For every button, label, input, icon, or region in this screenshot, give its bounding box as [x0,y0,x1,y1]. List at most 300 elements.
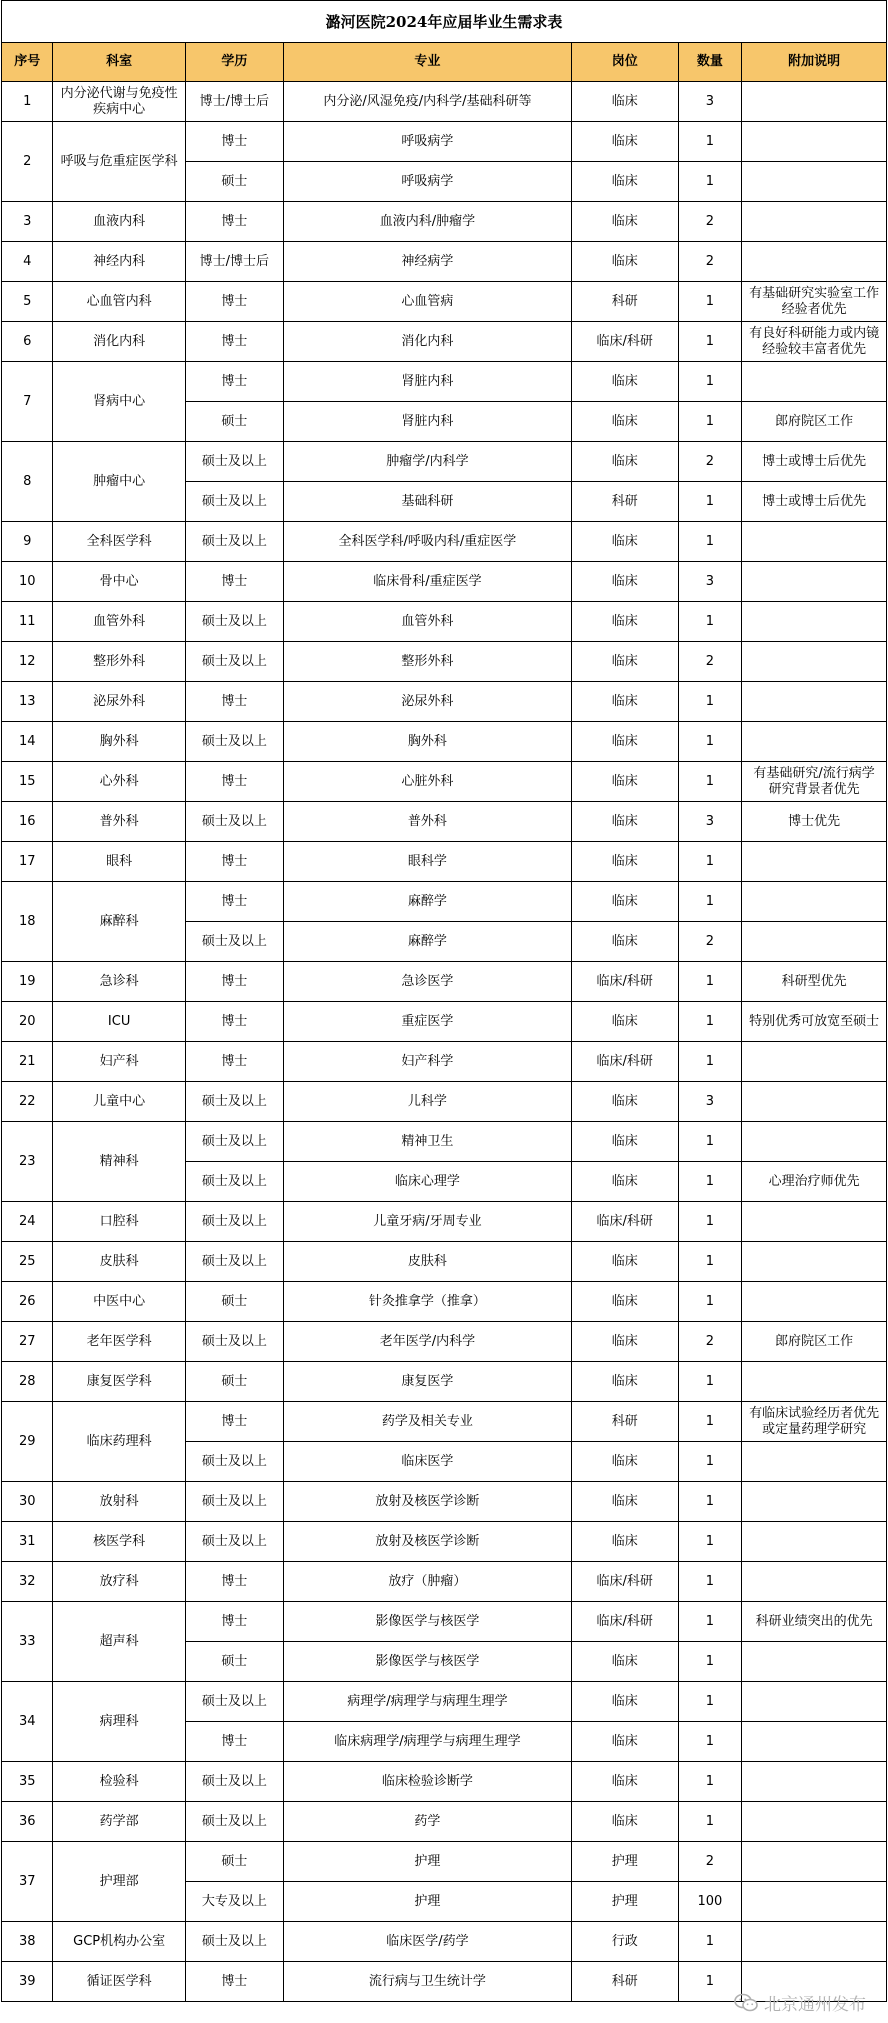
cell-major: 护理 [283,1882,571,1922]
cell-post: 临床/科研 [571,322,678,362]
cell-quantity: 1 [678,1042,742,1082]
cell-note [742,1122,887,1162]
cell-no: 19 [2,962,53,1002]
cell-department: GCP机构办公室 [53,1922,185,1962]
cell-education: 硕士及以上 [185,1442,283,1482]
cell-education: 硕士及以上 [185,1762,283,1802]
cell-quantity: 3 [678,802,742,842]
cell-post: 临床 [571,522,678,562]
cell-post: 临床 [571,242,678,282]
cell-post: 临床 [571,122,678,162]
cell-education: 博士 [185,202,283,242]
cell-department: 整形外科 [53,642,185,682]
cell-post: 临床 [571,1442,678,1482]
cell-department: 妇产科 [53,1042,185,1082]
table-row [2,722,887,762]
cell-education: 硕士及以上 [185,1482,283,1522]
cell-department: 护理部 [53,1842,185,1922]
cell-department: 康复医学科 [53,1362,185,1402]
cell-no: 3 [2,202,53,242]
cell-major: 呼吸病学 [283,162,571,202]
cell-no: 12 [2,642,53,682]
cell-quantity: 1 [678,1202,742,1242]
cell-major: 内分泌/风湿免疫/内科学/基础科研等 [283,82,571,122]
cell-no: 23 [2,1122,53,1202]
cell-major: 急诊医学 [283,962,571,1002]
cell-note: 有临床试验经历者优先或定量药理学研究 [742,1402,887,1442]
cell-no: 22 [2,1082,53,1122]
cell-education: 硕士及以上 [185,1682,283,1722]
cell-post: 临床 [571,1322,678,1362]
cell-no: 15 [2,762,53,802]
cell-quantity: 1 [678,1522,742,1562]
cell-department: 麻醉科 [53,882,185,962]
cell-education: 硕士及以上 [185,1922,283,1962]
cell-no: 7 [2,362,53,442]
cell-no: 32 [2,1562,53,1602]
cell-note [742,242,887,282]
cell-no: 29 [2,1402,53,1482]
cell-education: 硕士及以上 [185,722,283,762]
cell-no: 38 [2,1922,53,1962]
cell-education: 博士 [185,682,283,722]
cell-no: 35 [2,1762,53,1802]
cell-no: 6 [2,322,53,362]
table-row [2,1002,887,1042]
cell-major: 肿瘤学/内科学 [283,442,571,482]
table-row [2,1562,887,1602]
table-title-row [2,1,887,43]
table-row [2,1402,887,1442]
cell-major: 影像医学与核医学 [283,1602,571,1642]
cell-note [742,122,887,162]
cell-quantity: 1 [678,362,742,402]
cell-no: 21 [2,1042,53,1082]
table-row [2,1682,887,1722]
cell-major: 麻醉学 [283,882,571,922]
cell-quantity: 1 [678,1002,742,1042]
cell-quantity: 2 [678,202,742,242]
watermark [734,1990,866,2015]
cell-department: 精神科 [53,1122,185,1202]
cell-post: 科研 [571,282,678,322]
cell-post: 护理 [571,1882,678,1922]
cell-no: 18 [2,882,53,962]
table-row [2,602,887,642]
cell-no: 9 [2,522,53,562]
cell-quantity: 100 [678,1882,742,1922]
cell-department: 老年医学科 [53,1322,185,1362]
cell-department: 肾病中心 [53,362,185,442]
cell-major: 全科医学科/呼吸内科/重症医学 [283,522,571,562]
cell-department: 心血管内科 [53,282,185,322]
cell-no: 33 [2,1602,53,1682]
cell-quantity: 3 [678,1082,742,1122]
cell-post: 临床 [571,1802,678,1842]
cell-major: 麻醉学 [283,922,571,962]
cell-no: 5 [2,282,53,322]
cell-education: 硕士及以上 [185,1242,283,1282]
cell-post: 临床 [571,1282,678,1322]
cell-no: 34 [2,1682,53,1762]
cell-post: 科研 [571,482,678,522]
cell-department: 骨中心 [53,562,185,602]
cell-major: 血液内科/肿瘤学 [283,202,571,242]
table-row [2,962,887,1002]
table-row [2,562,887,602]
cell-education: 大专及以上 [185,1882,283,1922]
cell-note [742,202,887,242]
cell-major: 临床医学/药学 [283,1922,571,1962]
cell-post: 临床 [571,162,678,202]
cell-quantity: 1 [678,482,742,522]
cell-major: 临床骨科/重症医学 [283,562,571,602]
cell-education: 硕士及以上 [185,642,283,682]
cell-note [742,722,887,762]
cell-post: 临床 [571,1642,678,1682]
cell-note [742,882,887,922]
cell-education: 博士 [185,322,283,362]
cell-no: 20 [2,1002,53,1042]
cell-post: 临床 [571,1722,678,1762]
header-major: 专业 [283,43,571,82]
table-row [2,842,887,882]
cell-quantity: 1 [678,1562,742,1602]
cell-major: 放射及核医学诊断 [283,1522,571,1562]
cell-major: 心血管病 [283,282,571,322]
table-row [2,1122,887,1162]
cell-note: 博士或博士后优先 [742,442,887,482]
table-row [2,522,887,562]
cell-education: 博士 [185,1002,283,1042]
table-row [2,1202,887,1242]
table-row [2,362,887,402]
cell-post: 临床 [571,842,678,882]
requirements-table [1,0,887,2002]
cell-education: 硕士及以上 [185,1322,283,1362]
cell-post: 临床/科研 [571,1602,678,1642]
cell-post: 临床 [571,602,678,642]
cell-education: 硕士及以上 [185,1802,283,1842]
cell-post: 临床 [571,1242,678,1282]
cell-education: 硕士 [185,162,283,202]
cell-department: 泌尿外科 [53,682,185,722]
cell-major: 皮肤科 [283,1242,571,1282]
cell-quantity: 2 [678,1842,742,1882]
cell-post: 科研 [571,1962,678,2002]
cell-no: 2 [2,122,53,202]
cell-post: 临床 [571,682,678,722]
cell-quantity: 1 [678,282,742,322]
header-quantity: 数量 [678,43,742,82]
cell-major: 呼吸病学 [283,122,571,162]
cell-quantity: 1 [678,882,742,922]
cell-quantity: 2 [678,242,742,282]
cell-no: 39 [2,1962,53,2002]
cell-quantity: 2 [678,922,742,962]
cell-education: 硕士及以上 [185,602,283,642]
cell-education: 硕士及以上 [185,442,283,482]
table-row [2,682,887,722]
cell-post: 临床/科研 [571,1042,678,1082]
cell-major: 流行病与卫生统计学 [283,1962,571,2002]
cell-major: 临床医学 [283,1442,571,1482]
cell-note [742,522,887,562]
cell-department: 呼吸与危重症医学科 [53,122,185,202]
cell-note [742,1802,887,1842]
cell-major: 儿科学 [283,1082,571,1122]
cell-post: 临床 [571,1762,678,1802]
cell-post: 行政 [571,1922,678,1962]
table-row [2,802,887,842]
cell-post: 临床 [571,1002,678,1042]
table-header-row [2,43,887,82]
cell-note: 科研型优先 [742,962,887,1002]
cell-note [742,682,887,722]
cell-department: 病理科 [53,1682,185,1762]
cell-note [742,1242,887,1282]
cell-department: 核医学科 [53,1522,185,1562]
cell-education: 硕士及以上 [185,802,283,842]
cell-quantity: 1 [678,402,742,442]
cell-note [742,1922,887,1962]
cell-major: 放疗（肿瘤） [283,1562,571,1602]
cell-education: 博士 [185,362,283,402]
cell-department: 心外科 [53,762,185,802]
cell-education: 硕士及以上 [185,522,283,562]
cell-department: 口腔科 [53,1202,185,1242]
cell-quantity: 1 [678,1122,742,1162]
cell-post: 临床 [571,1682,678,1722]
cell-post: 临床 [571,762,678,802]
table-row [2,242,887,282]
cell-quantity: 1 [678,1362,742,1402]
cell-note [742,1722,887,1762]
cell-quantity: 1 [678,1682,742,1722]
cell-quantity: 1 [678,1482,742,1522]
cell-major: 普外科 [283,802,571,842]
cell-education: 博士 [185,1402,283,1442]
cell-department: 血液内科 [53,202,185,242]
cell-quantity: 1 [678,722,742,762]
cell-note [742,1882,887,1922]
table-row [2,1082,887,1122]
cell-post: 临床/科研 [571,962,678,1002]
cell-quantity: 1 [678,1442,742,1482]
cell-department: 肿瘤中心 [53,442,185,522]
cell-quantity: 1 [678,322,742,362]
cell-note: 博士优先 [742,802,887,842]
cell-note [742,162,887,202]
cell-no: 16 [2,802,53,842]
cell-quantity: 1 [678,122,742,162]
cell-department: 血管外科 [53,602,185,642]
cell-no: 30 [2,1482,53,1522]
cell-department: 超声科 [53,1602,185,1682]
cell-note [742,1202,887,1242]
cell-major: 重症医学 [283,1002,571,1042]
watermark-text: 北京通州发布 [764,1995,866,2015]
cell-major: 针灸推拿学（推拿） [283,1282,571,1322]
cell-post: 护理 [571,1842,678,1882]
cell-quantity: 3 [678,82,742,122]
cell-note [742,602,887,642]
cell-education: 博士/博士后 [185,82,283,122]
cell-no: 27 [2,1322,53,1362]
cell-no: 24 [2,1202,53,1242]
cell-no: 4 [2,242,53,282]
cell-no: 13 [2,682,53,722]
cell-post: 临床 [571,1082,678,1122]
cell-note [742,1482,887,1522]
cell-post: 临床 [571,722,678,762]
cell-major: 影像医学与核医学 [283,1642,571,1682]
cell-post: 临床/科研 [571,1562,678,1602]
cell-education: 博士 [185,1962,283,2002]
table-row [2,762,887,802]
cell-education: 硕士及以上 [185,1522,283,1562]
cell-post: 临床 [571,202,678,242]
cell-major: 泌尿外科 [283,682,571,722]
cell-education: 硕士及以上 [185,1162,283,1202]
table-row [2,1522,887,1562]
cell-major: 药学及相关专业 [283,1402,571,1442]
cell-note [742,842,887,882]
cell-education: 硕士及以上 [185,482,283,522]
cell-major: 临床心理学 [283,1162,571,1202]
cell-note [742,1682,887,1722]
cell-note [742,362,887,402]
table-row [2,282,887,322]
table-row [2,1242,887,1282]
cell-major: 心脏外科 [283,762,571,802]
cell-quantity: 1 [678,962,742,1002]
cell-quantity: 1 [678,162,742,202]
cell-note [742,642,887,682]
cell-education: 硕士及以上 [185,1122,283,1162]
cell-note: 心理治疗师优先 [742,1162,887,1202]
cell-education: 博士 [185,1042,283,1082]
cell-note [742,1082,887,1122]
table-row [2,1362,887,1402]
cell-department: 内分泌代谢与免疫性疾病中心 [53,82,185,122]
cell-note [742,1842,887,1882]
cell-education: 硕士 [185,1282,283,1322]
cell-note: 特别优秀可放宽至硕士 [742,1002,887,1042]
cell-department: 药学部 [53,1802,185,1842]
cell-no: 17 [2,842,53,882]
cell-department: 循证医学科 [53,1962,185,2002]
cell-department: 神经内科 [53,242,185,282]
cell-education: 博士 [185,1602,283,1642]
cell-post: 临床 [571,402,678,442]
cell-quantity: 1 [678,1922,742,1962]
table-row [2,882,887,922]
cell-post: 临床/科研 [571,1202,678,1242]
cell-post: 临床 [571,1122,678,1162]
cell-quantity: 1 [678,1162,742,1202]
cell-quantity: 3 [678,562,742,602]
cell-post: 科研 [571,1402,678,1442]
cell-department: 儿童中心 [53,1082,185,1122]
table-row [2,1922,887,1962]
cell-department: 消化内科 [53,322,185,362]
cell-major: 临床病理学/病理学与病理生理学 [283,1722,571,1762]
cell-post: 临床 [571,82,678,122]
cell-major: 病理学/病理学与病理生理学 [283,1682,571,1722]
cell-note [742,922,887,962]
table-row [2,1282,887,1322]
cell-education: 硕士 [185,1842,283,1882]
cell-department: 中医中心 [53,1282,185,1322]
cell-major: 肾脏内科 [283,362,571,402]
cell-major: 血管外科 [283,602,571,642]
cell-department: 放射科 [53,1482,185,1522]
cell-quantity: 2 [678,642,742,682]
header-no: 序号 [2,43,53,82]
table-row [2,1602,887,1642]
cell-education: 博士 [185,282,283,322]
cell-education: 博士 [185,962,283,1002]
cell-major: 儿童牙病/牙周专业 [283,1202,571,1242]
cell-department: 全科医学科 [53,522,185,562]
cell-quantity: 1 [678,1242,742,1282]
table-row [2,442,887,482]
header-post: 岗位 [571,43,678,82]
cell-post: 临床 [571,1482,678,1522]
cell-note: 博士或博士后优先 [742,482,887,522]
cell-post: 临床 [571,642,678,682]
cell-education: 博士 [185,882,283,922]
cell-department: 放疗科 [53,1562,185,1602]
cell-quantity: 2 [678,442,742,482]
cell-post: 临床 [571,1162,678,1202]
cell-department: 胸外科 [53,722,185,762]
cell-major: 肾脏内科 [283,402,571,442]
cell-major: 放射及核医学诊断 [283,1482,571,1522]
cell-quantity: 1 [678,1602,742,1642]
cell-education: 博士 [185,122,283,162]
cell-department: 眼科 [53,842,185,882]
cell-post: 临床 [571,362,678,402]
cell-education: 博士 [185,762,283,802]
cell-major: 妇产科学 [283,1042,571,1082]
cell-education: 博士 [185,1562,283,1602]
cell-education: 博士 [185,562,283,602]
cell-note [742,1762,887,1802]
cell-quantity: 2 [678,1322,742,1362]
cell-post: 临床 [571,1362,678,1402]
cell-no: 31 [2,1522,53,1562]
cell-quantity: 1 [678,762,742,802]
cell-quantity: 1 [678,1642,742,1682]
table-row [2,322,887,362]
cell-major: 眼科学 [283,842,571,882]
cell-note [742,1522,887,1562]
cell-quantity: 1 [678,1402,742,1442]
cell-post: 临床 [571,562,678,602]
cell-education: 硕士及以上 [185,1202,283,1242]
cell-quantity: 1 [678,1722,742,1762]
cell-no: 10 [2,562,53,602]
table-row [2,1842,887,1882]
cell-major: 消化内科 [283,322,571,362]
header-note: 附加说明 [742,43,887,82]
table-row [2,1802,887,1842]
cell-note: 有基础研究/流行病学研究背景者优先 [742,762,887,802]
cell-major: 整形外科 [283,642,571,682]
cell-major: 胸外科 [283,722,571,762]
